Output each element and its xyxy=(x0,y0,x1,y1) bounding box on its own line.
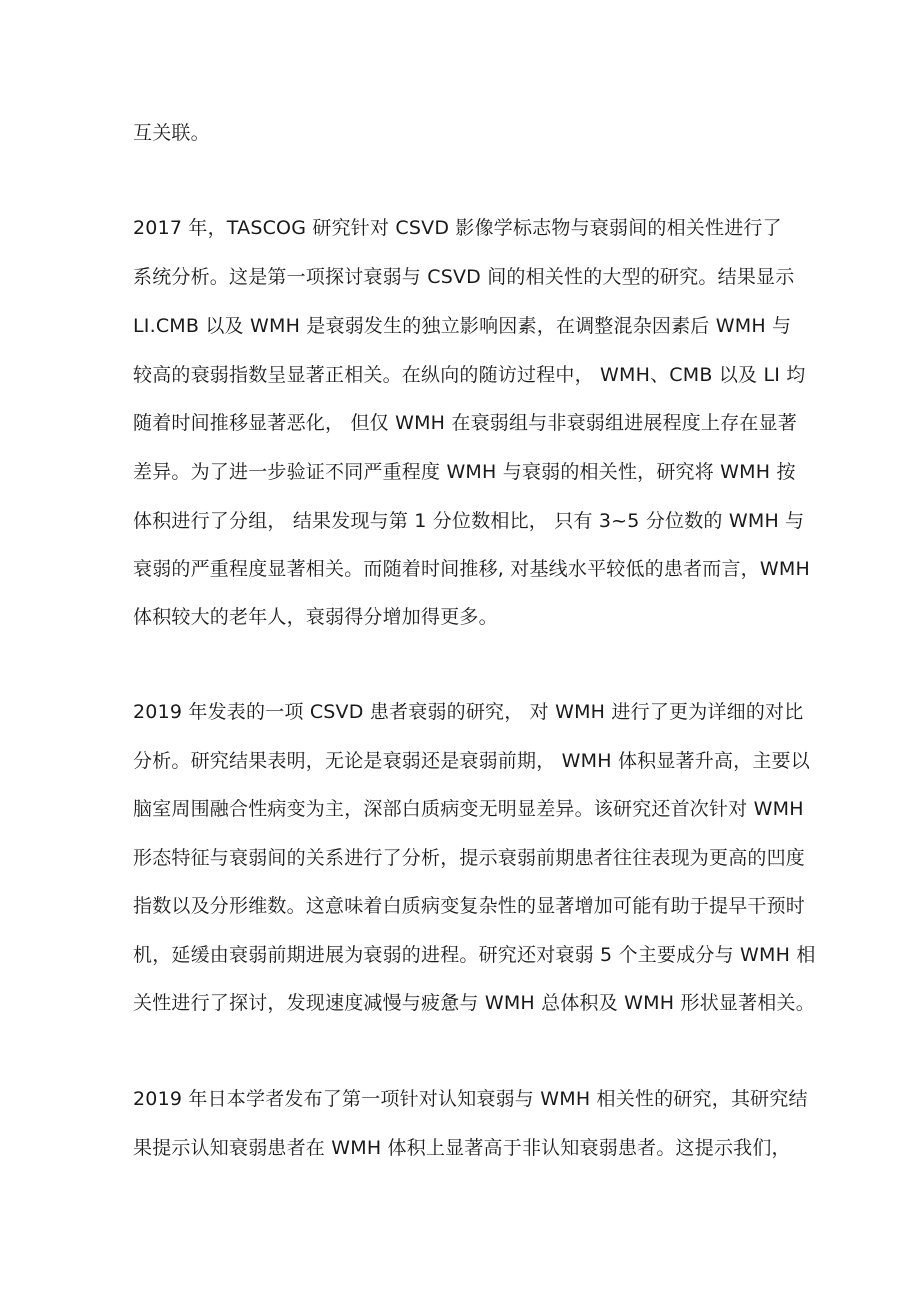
paragraph-line: 关性进行了探讨，发现速度减慢与疲惫与 WMH 总体积及 WMH 形状显著相关。 xyxy=(133,992,815,1014)
paragraph-line: 脑室周围融合性病变为主，深部白质病变无明显差异。该研究还首次针对 WMH xyxy=(133,798,804,820)
paragraph-line: 体积较大的老年人，衰弱得分增加得更多。 xyxy=(133,606,498,628)
paragraph-line: 互关联。 xyxy=(133,122,210,144)
paragraph-line: 形态特征与衰弱间的关系进行了分析，提示衰弱前期患者往往表现为更高的凹度 xyxy=(133,847,806,869)
paragraph-line: 体积进行了分组， 结果发现与第 1 分位数相比， 只有 3~5 分位数的 WMH 与 xyxy=(133,510,805,532)
paragraph-line: 指数以及分形维数。这意味着白质病变复杂性的显著增加可能有助于提早干预时 xyxy=(133,895,806,917)
paragraph-line: 2019 年发表的一项 CSVD 患者衰弱的研究， 对 WMH 进行了更为详细的对比 xyxy=(133,701,804,723)
paragraph-line: LI.CMB 以及 WMH 是衰弱发生的独立影响因素，在调整混杂因素后 WMH 与 xyxy=(133,315,792,337)
paragraph-line: 2019 年日本学者发布了第一项针对认知衰弱与 WMH 相关性的研究，其研究结 xyxy=(133,1088,808,1110)
paragraph-line: 果提示认知衰弱患者在 WMH 体积上显著高于非认知衰弱患者。这提示我们， xyxy=(133,1137,791,1159)
paragraph-line: 分析。研究结果表明，无论是衰弱还是衰弱前期， WMH 体积显著升高，主要以 xyxy=(133,750,810,772)
paragraph-line: 2017 年，TASCOG 研究针对 CSVD 影像学标志物与衰弱间的相关性进行了 xyxy=(133,217,782,239)
paragraph-line: 随着时间推移显著恶化， 但仅 WMH 在衰弱组与非衰弱组进展程度上存在显著 xyxy=(133,412,797,434)
paragraph-line: 衰弱的严重程度显著相关。而随着时间推移, 对基线水平较低的患者而言，WMH xyxy=(133,558,810,580)
paragraph-line: 较高的衰弱指数呈显著正相关。在纵向的随访过程中， WMH、CMB 以及 LI 均 xyxy=(133,364,806,386)
paragraph-line: 系统分析。这是第一项探讨衰弱与 CSVD 间的相关性的大型的研究。结果显示 xyxy=(133,266,795,288)
paragraph-line: 机，延缓由衰弱前期进展为衰弱的进程。研究还对衰弱 5 个主要成分与 WMH 相 xyxy=(133,944,816,966)
paragraph-line: 差异。为了进一步验证不同严重程度 WMH 与衰弱的相关性，研究将 WMH 按 xyxy=(133,461,796,483)
